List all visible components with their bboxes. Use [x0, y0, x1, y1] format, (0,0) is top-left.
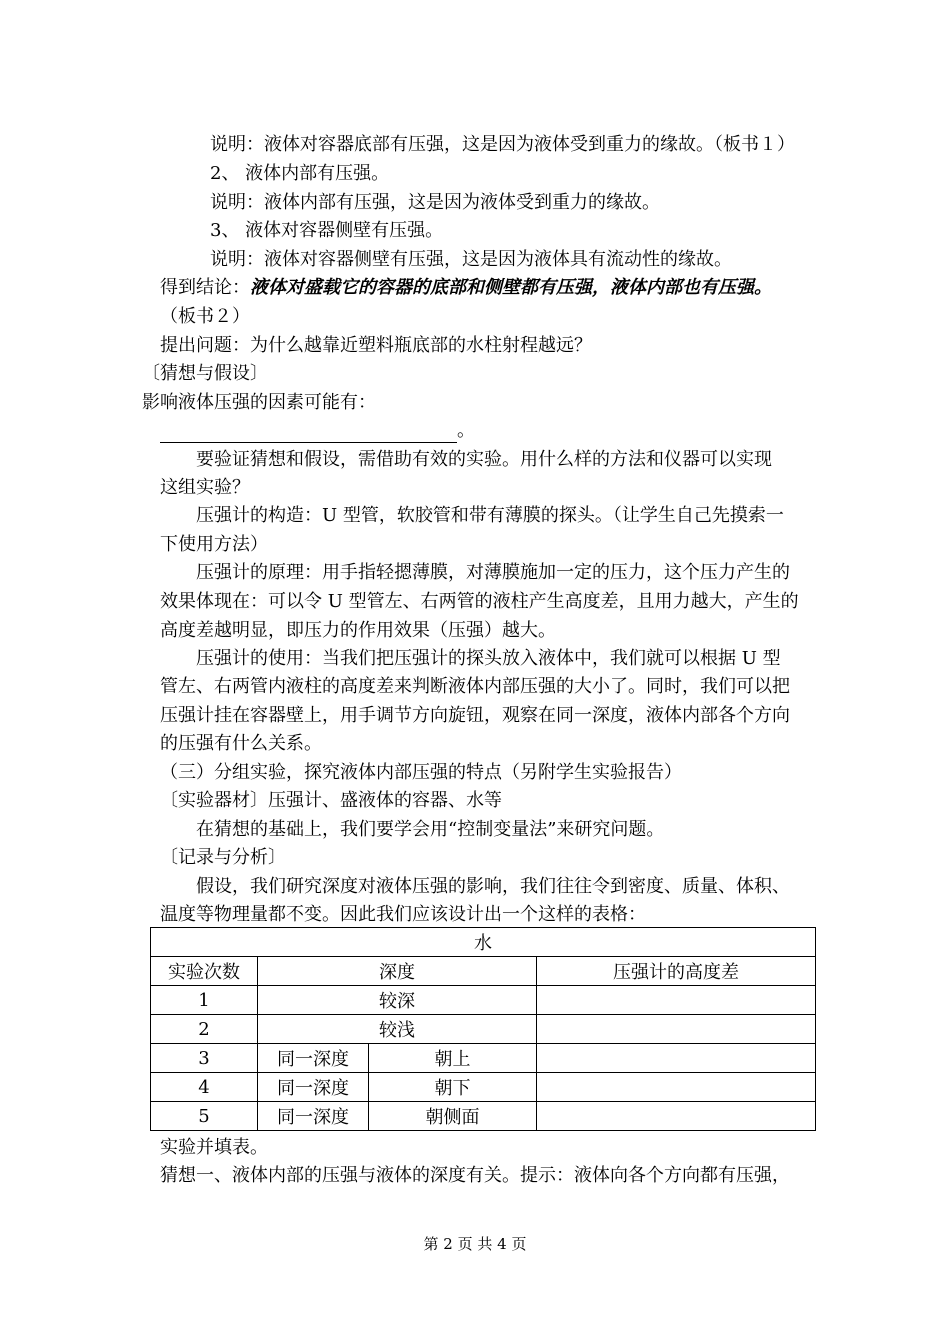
text-line: 压强计的构造：U 型管，软胶管和带有薄膜的探头。（让学生自己先摸索一	[196, 505, 784, 526]
text-line: 说明：液体对容器侧壁有压强，这是因为液体具有流动性的缘故。	[210, 249, 732, 270]
header-height-diff: 压强计的高度差	[537, 957, 816, 986]
direction-cell: 朝侧面	[369, 1102, 537, 1131]
text-line: 影响液体压强的因素可能有：	[142, 392, 376, 413]
text-line: 2、 液体内部有压强。	[210, 163, 390, 184]
experiment-table	[150, 927, 816, 1131]
text-line: 3、 液体对容器侧壁有压强。	[210, 220, 444, 241]
text-line: （板书２）	[160, 306, 250, 327]
text-line: 实验并填表。	[160, 1137, 268, 1158]
depth-cell: 同一深度	[258, 1102, 369, 1131]
header-depth: 深度	[258, 957, 537, 986]
trial-number: 4	[151, 1073, 258, 1102]
text-line: 温度等物理量都不变。因此我们应该设计出一个这样的表格：	[160, 904, 646, 925]
height-diff-cell	[537, 1073, 816, 1102]
direction-cell: 朝上	[369, 1044, 537, 1073]
table-row	[151, 1073, 816, 1102]
text-line: 压强计挂在容器壁上，用手调节方向旋钮，观察在同一深度，液体内部各个方向	[160, 705, 790, 726]
depth-cell: 同一深度	[258, 1073, 369, 1102]
conclusion-text: 液体对盛载它的容器的底部和侧壁都有压强，液体内部也有压强。	[250, 277, 772, 298]
text-line: 说明：液体内部有压强，这是因为液体受到重力的缘故。	[210, 192, 660, 213]
header-trial: 实验次数	[151, 957, 258, 986]
height-diff-cell	[537, 1015, 816, 1044]
trial-number: 5	[151, 1102, 258, 1131]
height-diff-cell	[537, 1102, 816, 1131]
text-line: 假设，我们研究深度对液体压强的影响，我们往往令到密度、质量、体积、	[196, 876, 790, 897]
text-line: 提出问题：为什么越靠近塑料瓶底部的水柱射程越远？	[160, 335, 592, 356]
blank-underline	[160, 424, 457, 443]
table-row	[151, 986, 816, 1015]
conclusion-line	[160, 276, 772, 300]
blank-end: 。	[457, 420, 475, 441]
trial-number: 2	[151, 1015, 258, 1044]
depth-cell: 较深	[258, 986, 537, 1015]
section-heading: 〔猜想与假设〕	[142, 363, 268, 384]
text-line: 在猜想的基础上，我们要学会用“控制变量法”来研究问题。	[196, 819, 665, 840]
text-line: 高度差越明显，即压力的作用效果（压强）越大。	[160, 620, 556, 641]
fill-blank-line	[160, 419, 475, 443]
table-title: 水	[151, 928, 816, 957]
table-row	[151, 1015, 816, 1044]
text-line: 效果体现在：可以令 U 型管左、右两管的液柱产生高度差，且用力越大，产生的	[160, 591, 799, 612]
trial-number: 3	[151, 1044, 258, 1073]
text-line: 管左、右两管内液柱的高度差来判断液体内部压强的大小了。同时，我们可以把	[160, 676, 790, 697]
text-line: 要验证猜想和假设，需借助有效的实验。用什么样的方法和仪器可以实现	[196, 449, 772, 470]
table-row	[151, 1044, 816, 1073]
depth-cell: 同一深度	[258, 1044, 369, 1073]
conclusion-label: 得到结论：	[160, 277, 250, 298]
text-line: 〔实验器材〕压强计、盛液体的容器、水等	[160, 790, 502, 811]
table-header-row	[151, 957, 816, 986]
page-footer: 第 2 页 共 4 页	[423, 1235, 527, 1253]
trial-number: 1	[151, 986, 258, 1015]
text-line: 说明：液体对容器底部有压强，这是因为液体受到重力的缘故。（板书１）	[210, 134, 795, 155]
direction-cell: 朝下	[369, 1073, 537, 1102]
table-row	[151, 1102, 816, 1131]
depth-cell: 较浅	[258, 1015, 537, 1044]
text-line: 猜想一、液体内部的压强与液体的深度有关。提示：液体向各个方向都有压强，	[160, 1165, 790, 1186]
height-diff-cell	[537, 1044, 816, 1073]
text-line: 下使用方法）	[160, 534, 268, 555]
table-title-row	[151, 928, 816, 957]
section-heading: （三）分组实验，探究液体内部压强的特点（另附学生实验报告）	[160, 762, 682, 783]
text-line: 压强计的原理：用手指轻摁薄膜，对薄膜施加一定的压力，这个压力产生的	[196, 562, 790, 583]
text-line: 这组实验？	[160, 477, 250, 498]
section-heading: 〔记录与分析〕	[160, 847, 286, 868]
height-diff-cell	[537, 986, 816, 1015]
text-line: 的压强有什么关系。	[160, 733, 322, 754]
text-line: 压强计的使用：当我们把压强计的探头放入液体中，我们就可以根据 U 型	[196, 648, 781, 669]
